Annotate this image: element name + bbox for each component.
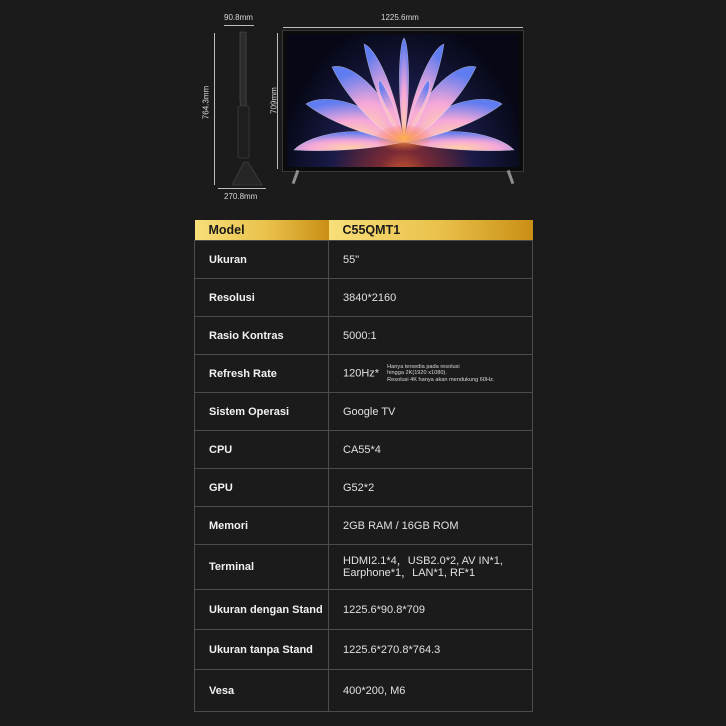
row-value: 3840*2160 bbox=[329, 279, 533, 317]
table-row bbox=[195, 431, 533, 469]
row-label: Ukuran dengan Stand bbox=[195, 590, 329, 630]
stand-depth-dim-line bbox=[218, 188, 266, 189]
width-dim-label: 1225.6mm bbox=[381, 13, 419, 22]
tv-front-view bbox=[282, 30, 524, 188]
width-dim-line bbox=[283, 27, 523, 28]
depth-dim-line bbox=[224, 25, 254, 26]
table-row bbox=[195, 670, 533, 712]
table-row bbox=[195, 630, 533, 670]
table-row bbox=[195, 545, 533, 590]
table-row bbox=[195, 317, 533, 355]
row-label: Vesa bbox=[195, 670, 329, 712]
table-row bbox=[195, 279, 533, 317]
row-label: Ukuran tanpa Stand bbox=[195, 630, 329, 670]
row-label: Rasio Kontras bbox=[195, 317, 329, 355]
header-value: C55QMT1 bbox=[329, 220, 533, 241]
row-value: 55" bbox=[329, 241, 533, 279]
row-value-refresh bbox=[329, 355, 533, 393]
height-stand-dim-line bbox=[214, 33, 215, 185]
row-label: Resolusi bbox=[195, 279, 329, 317]
refresh-rate-value: 120Hz* bbox=[343, 367, 380, 380]
height-stand-dim-label: 764.3mm bbox=[201, 85, 211, 120]
row-label: Sistem Operasi bbox=[195, 393, 329, 431]
header-label: Model bbox=[195, 220, 329, 241]
row-value: 2GB RAM / 16GB ROM bbox=[329, 507, 533, 545]
tv-leg-right bbox=[507, 170, 515, 184]
table-row bbox=[195, 355, 533, 393]
tv-screen-image bbox=[287, 34, 519, 167]
row-value-terminal bbox=[329, 545, 533, 590]
footnote-line: Resolusi 4K hanya akan mendukung 60Hz. bbox=[387, 376, 495, 383]
row-label: CPU bbox=[195, 431, 329, 469]
row-label: GPU bbox=[195, 469, 329, 507]
table-row bbox=[195, 393, 533, 431]
table-row bbox=[195, 507, 533, 545]
table-row bbox=[195, 590, 533, 630]
tv-screen-frame bbox=[282, 30, 524, 172]
row-value: Google TV bbox=[329, 393, 533, 431]
row-value: CA55*4 bbox=[329, 431, 533, 469]
row-value: 5000:1 bbox=[329, 317, 533, 355]
table-row bbox=[195, 469, 533, 507]
row-label: Ukuran bbox=[195, 241, 329, 279]
footnote-line: Hanya tersedia pada resolusi bbox=[387, 363, 460, 370]
height-dim-label: 709mm bbox=[269, 87, 279, 114]
terminal-line: Earphone*1，LAN*1, RF*1 bbox=[343, 567, 476, 579]
table-row bbox=[195, 241, 533, 279]
row-label: Terminal bbox=[195, 545, 329, 590]
row-value: 1225.6*90.8*709 bbox=[329, 590, 533, 630]
refresh-rate-footnote bbox=[387, 364, 494, 383]
row-value: G52*2 bbox=[329, 469, 533, 507]
row-label: Memori bbox=[195, 507, 329, 545]
tv-leg-left bbox=[292, 170, 300, 184]
depth-dim-label: 90.8mm bbox=[224, 13, 253, 22]
row-value: 1225.6*270.8*764.3 bbox=[329, 630, 533, 670]
lotus-flower-image bbox=[287, 34, 519, 167]
row-label: Refresh Rate bbox=[195, 355, 329, 393]
footnote-line: hingga 2K(1920 x1080). bbox=[387, 370, 447, 377]
stand-depth-dim-label: 270.8mm bbox=[224, 192, 258, 201]
spec-table bbox=[194, 220, 533, 712]
tv-side-view bbox=[222, 30, 268, 188]
row-value: 400*200, M6 bbox=[329, 670, 533, 712]
terminal-line: HDMI2.1*4，USB2.0*2, AV IN*1, bbox=[343, 555, 503, 567]
table-header-row bbox=[195, 220, 533, 241]
